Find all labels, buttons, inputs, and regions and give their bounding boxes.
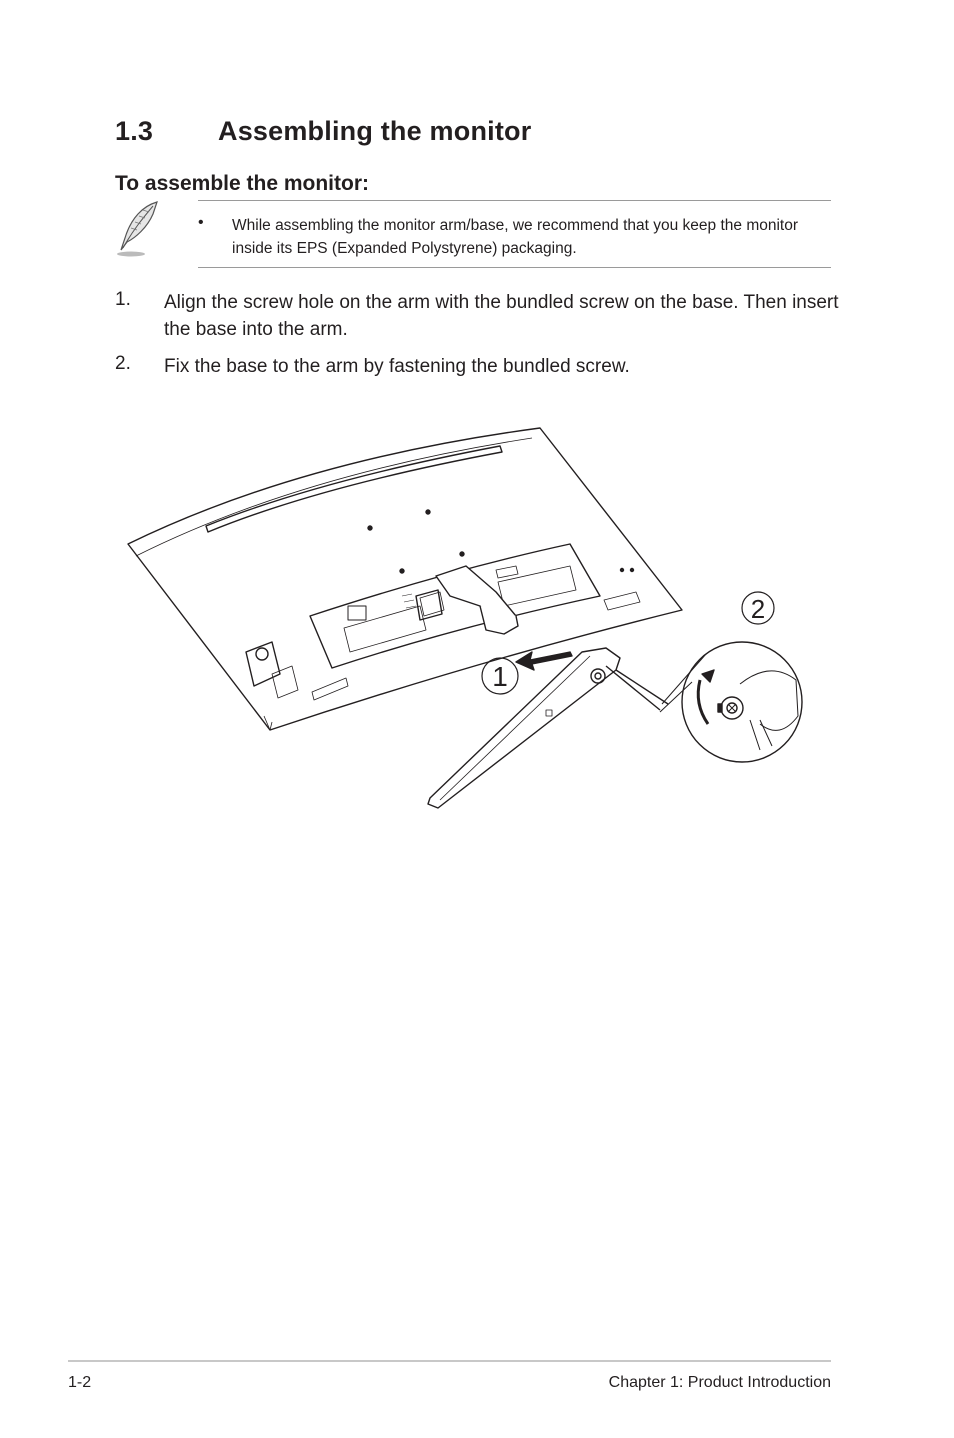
step-2-number: 2. [115,353,131,374]
callout-2-label: 2 [750,594,766,624]
footer-rule [68,1360,831,1362]
monitor-back-panel [128,428,682,730]
insertion-arrow [516,652,572,670]
feather-quill-icon [113,198,163,258]
step-1-number: 1. [115,289,131,310]
step-1-text: Align the screw hole on the arm with the bundled screw on the base. Then insert the base into the arm. [164,292,839,340]
callout-1-label: 1 [492,661,508,692]
step-2-text: Fix the base to the arm by fastening the bundled screw. [164,356,630,377]
note-bottom-rule [198,267,831,268]
page-number: 1-2 [68,1374,92,1391]
chapter-title: Chapter 1: Product Introduction [608,1374,831,1391]
section-title: Assembling the monitor [218,116,532,146]
note-top-rule [198,200,831,201]
subheading: To assemble the monitor: [115,172,369,195]
note-bullet: • [198,214,204,231]
note-text: While assembling the monitor arm/base, we recommend that you keep the monitor inside its EPS (Expanded Polystyrene) packaging. [232,217,799,257]
section-number: 1.3 [115,116,154,146]
monitor-assembly-illustration [120,420,810,820]
